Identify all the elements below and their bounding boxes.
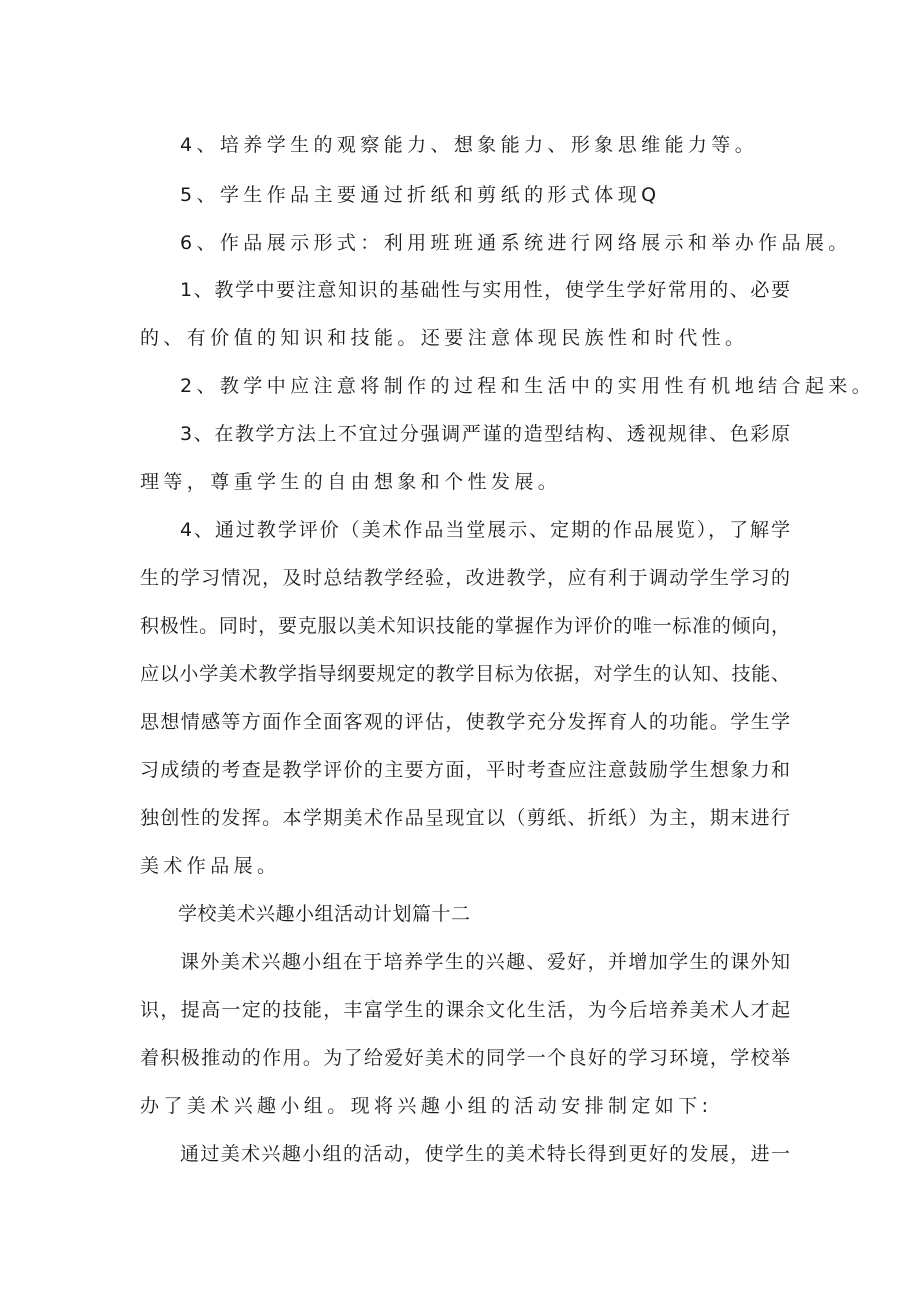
text-line: 着积极推动的作用。为了给爱好美术的同学一个良好的学习环境，学校举 bbox=[140, 1047, 790, 1069]
text-line: 3、在教学方法上不宜过分强调严谨的造型结构、透视规律、色彩原 bbox=[180, 423, 790, 445]
text-line: 美术作品展。 bbox=[140, 855, 281, 877]
text-line: 4、通过教学评价（美术作品当堂展示、定期的作品展览），了解学 bbox=[180, 519, 790, 541]
text-line: 通过美术兴趣小组的活动，使学生的美术特长得到更好的发展，进一 bbox=[180, 1143, 790, 1165]
text-line: 应以小学美术教学指导纲要规定的教学目标为依据，对学生的认知、技能、 bbox=[140, 663, 790, 685]
text-line: 独创性的发挥。本学期美术作品呈现宜以（剪纸、折纸）为主，期末进行 bbox=[140, 807, 790, 829]
text-line: 习成绩的考查是教学评价的主要方面，平时考查应注意鼓励学生想象力和 bbox=[140, 759, 790, 781]
section-heading: 学校美术兴趣小组活动计划篇十二 bbox=[178, 903, 471, 925]
text-line: 4、培养学生的观察能力、想象能力、形象思维能力等。 bbox=[180, 134, 759, 156]
text-line: 识，提高一定的技能，丰富学生的课余文化生活，为今后培养美术人才起 bbox=[140, 999, 790, 1021]
text-line: 的、有价值的知识和技能。还要注意体现民族性和时代性。 bbox=[140, 327, 749, 349]
text-line: 办了美术兴趣小组。现将兴趣小组的活动安排制定如下: bbox=[140, 1095, 713, 1117]
text-line: 2、教学中应注意将制作的过程和生活中的实用性有机地结合起来。 bbox=[180, 375, 876, 397]
text-line: 5、学生作品主要通过折纸和剪纸的形式体现Q bbox=[180, 184, 661, 206]
text-line: 课外美术兴趣小组在于培养学生的兴趣、爱好，并增加学生的课外知 bbox=[180, 951, 790, 973]
text-line: 思想情感等方面作全面客观的评估，使教学充分发挥育人的功能。学生学 bbox=[140, 711, 790, 733]
text-line: 积极性。同时，要克服以美术知识技能的掌握作为评价的唯一标准的倾向， bbox=[140, 615, 790, 637]
text-line: 1、教学中要注意知识的基础性与实用性，使学生学好常用的、必要 bbox=[180, 279, 790, 301]
text-line: 生的学习情况，及时总结教学经验，改进教学，应有利于调动学生学习的 bbox=[140, 567, 790, 589]
text-line: 理等，尊重学生的自由想象和个性发展。 bbox=[140, 471, 562, 493]
text-line: 6、作品展示形式：利用班班通系统进行网络展示和举办作品展。 bbox=[180, 232, 852, 254]
